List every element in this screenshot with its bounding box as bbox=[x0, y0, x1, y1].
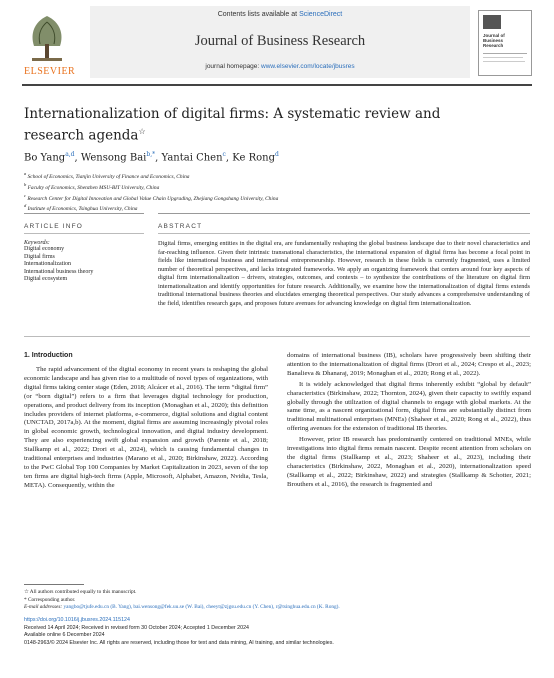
footnote-rule bbox=[24, 584, 84, 585]
paragraph: However, prior IB research has predominantly centered on traditional MNEs, while investigations into digital firms remain nascent. Despite recent attention from scholars on the digital firms (Stallkamp et al., 2023; Shaheer et al., 2023), including their characteristics (Birkinshaw, 2022, Monaghan et al., 2020), internationalization speed (Stallkamp et al., 2022; Birkinshaw, 2022) and strategies (Stallkamp & Schotter, 2021; Brouthers et al., 2016), the research is fragmented and bbox=[287, 436, 531, 488]
header-rule bbox=[22, 84, 532, 86]
abstract-rule bbox=[158, 233, 530, 234]
contents-line: Contents lists available at ScienceDirect bbox=[217, 11, 343, 18]
homepage-link[interactable]: www.elsevier.com/locate/jbusres bbox=[261, 63, 355, 70]
footnote-corresponding: * Corresponding author. bbox=[24, 596, 76, 603]
author-name[interactable]: Wensong Bai bbox=[80, 152, 147, 164]
paragraph: The rapid advancement of the digital economy in recent years is reshaping the global economic landscape and has given rise to a multitude of novel types of organizations, with digital firms taking center stage (Eden, 2018; Alcácer et al., 2016). The term “digital firm” (or “born digital”) refers to a firm that leverages digital technology for production, operations, and product delivery from its inception (Monaghan et al., 2020); this definition includes providers of internet platforms, e-commerce, digital solutions and digital content (UNCTAD, 2017a,b). At the moment, digital firms are assuming increasingly pivotal roles in global economic growth, technological innovation, and digital industry development. They are also experiencing swift global expansion and growth (Parente et al., 2018; Stallkamp et al., 2022; Drori et al., 2024), which is causing fundamental changes in traditional enterprises and industries (Marano et al., 2020; Birkinshaw, 2022). According to the PwC Global Top 100 Companies by Market Capitalization in 2023, seven of the top ten firms are digital high-tech firms (Apple, Microsoft, Alphabet, Amazon, Nvidia, Tesla, META). Consequently, within the bbox=[24, 366, 268, 489]
abstract-rule-top bbox=[158, 213, 530, 214]
article-info-heading: ARTICLE INFO bbox=[24, 223, 84, 230]
section-heading-introduction: 1. Introduction bbox=[24, 352, 73, 359]
article-info-rule-top bbox=[24, 213, 144, 214]
affiliation-line: $^d$ Institute of Economics, Tsinghua University, China bbox=[24, 203, 138, 213]
doi-link[interactable]: https://doi.org/10.1016/j.jbusres.2024.115124 bbox=[24, 617, 130, 623]
abstract-text: Digital firms, emerging entities in the digital era, are fundamentally reshaping the global business landscape due to their novel characteristics and far-reaching influence. Given their intrinsic transnational characteristics, the international expansion of digital firms has become a focal point in fields like international business and international entrepreneurship. However, research in these fields is currently fragmented, uses a limited number of theoretical perspectives, and lacks integrated frameworks. We apply an organizing framework that centers around four key aspects of digital firm internationalization – drivers, strategies, outcomes, and contexts – to synthesize the contributions of the literature on digital firm internationalization and identify opportunities for future research. Additionally, we examine how the internationalization of digital firms extends traditional international business theories and elucidates emerging theoretical perspectives. Our study advances a comprehensive understanding of the field, identifies research gaps, and proposes future avenues for advancing knowledge on digital firm internationalization. bbox=[158, 240, 530, 307]
abstract-heading: ABSTRACT bbox=[158, 223, 203, 230]
affiliations bbox=[24, 170, 524, 213]
publisher-wordmark: ELSEVIER bbox=[24, 66, 76, 77]
available-online: Available online 6 December 2024 bbox=[24, 632, 105, 639]
received-dates: Received 14 April 2024; Received in revised form 30 October 2024; Accepted 1 December 2024 bbox=[24, 624, 249, 631]
sciencedirect-link[interactable]: ScienceDirect bbox=[299, 11, 343, 18]
copyright-line: 0148-2963/© 2024 Elsevier Inc. All rights are reserved, including those for text and data mining, AI training, and similar technologies. bbox=[24, 639, 334, 646]
body-column-left bbox=[24, 366, 268, 493]
author-name[interactable]: Ke Rong bbox=[232, 152, 275, 164]
journal-header bbox=[90, 6, 470, 78]
article-info-rule bbox=[24, 233, 144, 234]
keywords-block bbox=[24, 240, 154, 284]
homepage-line: journal homepage: www.elsevier.com/locate/jbusres bbox=[205, 63, 355, 70]
author-name[interactable]: Yantai Chen bbox=[161, 152, 223, 164]
article-meta bbox=[24, 617, 530, 647]
paragraph: It is widely acknowledged that digital firms inherently exhibit “global by default” characteristics (Birkinshaw, 2022; Thornton, 2024), given their capacity to swiftly expand globally through the utilization of digital channels to engage with global markets. At the same time, as a nascent organizational form, digital firms are substantially distinct from traditional multinational enterprises (MNEs) (Shaheer et al., 2020; Rong et al., 2022), thus offering avenues for the extension of traditional IB theories. bbox=[287, 380, 531, 433]
keywords-label: Keywords: bbox=[24, 240, 50, 246]
article-title: Internationalization of digital firms: A systematic review and research agenda☆ bbox=[24, 106, 441, 144]
keyword: International business theory bbox=[24, 268, 94, 275]
affiliation-line: $^c$ Research Center for Digital Innovation and Global Value Chain Upgrading, Zhejiang Gongshang University, China bbox=[24, 192, 279, 202]
keyword: Digital firms bbox=[24, 253, 55, 260]
footnotes bbox=[24, 589, 530, 612]
title-footnote-mark: ☆ bbox=[138, 127, 146, 136]
footnote-emails: E-mail addresses: yangbo@tjufe.edu.cn (B. Yang), bai.wensong@fek.uu.se (W. Bai), cheeyt@zjgsu.edu.cn (Y. Chen), r@tsinghua.edu.cn (K. Rong). bbox=[24, 604, 340, 611]
keyword: Internationalization bbox=[24, 261, 71, 268]
author-list: Bo Yang$^{a,d}$, Wensong Bai$^{b,*}$, Yantai Chen$^c$, Ke Rong$^d$ bbox=[24, 151, 279, 164]
email-links[interactable]: yangbo@tjufe.edu.cn (B. Yang), bai.wensong@fek.uu.se (W. Bai), cheeyt@zjgsu.edu.cn (Y. Chen), r@tsinghua.edu.cn (K. Rong). bbox=[63, 604, 340, 611]
paragraph: domains of international business (IB), scholars have progressively been shifting their attention to the internationalization of digital firms (Drori et al., 2024; Crespo et al., 2023; Banalieva & Dhanaraj, 2019; Monaghan et al., 2020; Rong et al., 2022). bbox=[287, 352, 531, 377]
keyword: Digital economy bbox=[24, 246, 65, 252]
abstract-rule-bottom bbox=[24, 336, 530, 337]
affiliation-line: $^b$ Faculty of Economics, Shenzhen MSU-BIT University, China bbox=[24, 181, 160, 191]
journal-cover-thumbnail: Journal of Business Research bbox=[478, 10, 532, 76]
author-name[interactable]: Bo Yang bbox=[24, 152, 66, 164]
footnote-equal-contribution: ☆ All authors contributed equally to this manuscript. bbox=[24, 589, 137, 595]
body-column-right bbox=[287, 352, 531, 492]
journal-title: Journal of Business Research bbox=[194, 33, 366, 49]
affiliation-line: $^a$ School of Economics, Tianjin University of Finance and Economics, China bbox=[24, 171, 190, 180]
keyword: Digital ecosystem bbox=[24, 276, 68, 283]
elsevier-logo bbox=[24, 12, 70, 66]
